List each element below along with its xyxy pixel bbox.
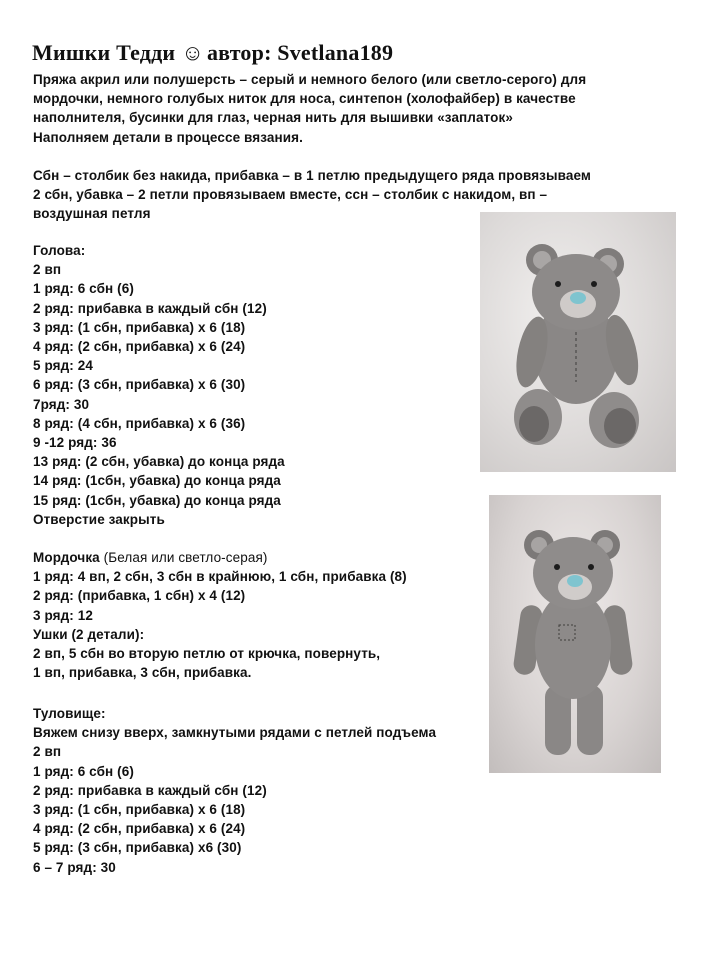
head-row: 13 ряд: (2 сбн, убавка) до конца ряда [33, 454, 285, 470]
standing-bear-photo [489, 495, 661, 773]
head-row: 6 ряд: (3 сбн, прибавка) х 6 (30) [33, 377, 246, 393]
head-row: 15 ряд: (1сбн, убавка) до конца ряда [33, 492, 281, 508]
muzzle-heading-line [33, 548, 407, 567]
smiley-icon: ☺ [181, 40, 204, 65]
head-row: Отверстие закрыть [33, 511, 165, 527]
body-row: 4 ряд: (2 сбн, прибавка) х 6 (24) [33, 821, 246, 837]
materials-paragraph [33, 70, 586, 147]
head-row: 2 ряд: прибавка в каждый сбн (12) [33, 300, 267, 316]
head-row: 8 ряд: (4 сбн, прибавка) х 6 (36) [33, 415, 246, 431]
standing-bear-illustration [489, 495, 661, 773]
ears-heading: Ушки (2 детали): [33, 626, 145, 642]
abbreviations-line: воздушная петля [33, 206, 151, 222]
muzzle-section [33, 548, 407, 682]
body-row: 6 – 7 ряд: 30 [33, 859, 116, 875]
head-row: 9 -12 ряд: 36 [33, 435, 117, 451]
abbreviations-line: Сбн – столбик без накида, прибавка – в 1 петлю предыдущего ряда провязываем [33, 168, 591, 183]
body-heading: Туловище: [33, 706, 106, 721]
body-row: 5 ряд: (3 сбн, прибавка) х6 (30) [33, 840, 242, 856]
head-row: 5 ряд: 24 [33, 358, 93, 374]
ears-row: 2 вп, 5 сбн во вторую петлю от крючка, повернуть, [33, 646, 381, 662]
ears-row: 1 вп, прибавка, 3 сбн, прибавка. [33, 665, 252, 681]
abbreviations-line: 2 сбн, убавка – 2 петли провязываем вместе, ссн – столбик с накидом, вп – [33, 187, 548, 203]
body-row: 2 вп [33, 744, 62, 760]
head-row: 14 ряд: (1сбн, убавка) до конца ряда [33, 473, 281, 489]
muzzle-row: 1 ряд: 4 вп, 2 сбн, 3 сбн в крайнюю, 1 сбн, прибавка (8) [33, 569, 407, 585]
materials-line: Пряжа акрил или полушерсть – серый и немного белого (или светло-серого) для [33, 72, 587, 87]
muzzle-row: 2 ряд: (прибавка, 1 сбн) х 4 (12) [33, 588, 246, 604]
page-title [32, 40, 393, 66]
head-section [33, 241, 285, 529]
materials-line: наполнителя, бусинки для глаз, черная нить для вышивки «заплаток» [33, 110, 513, 126]
head-row: 4 ряд: (2 сбн, прибавка) х 6 (24) [33, 339, 246, 355]
body-section [33, 704, 436, 877]
sitting-bear-photo [480, 212, 676, 472]
sitting-bear-illustration [480, 212, 676, 472]
head-heading: Голова: [33, 243, 86, 258]
body-row: 1 ряд: 6 сбн (6) [33, 763, 134, 779]
head-row: 3 ряд: (1 сбн, прибавка) х 6 (18) [33, 319, 246, 335]
materials-line: Наполняем детали в процессе вязания. [33, 129, 303, 145]
head-row: 2 вп [33, 262, 62, 278]
title-author: автор: Svetlana189 [206, 40, 394, 65]
head-row: 1 ряд: 6 сбн (6) [33, 281, 134, 297]
head-row: 7ряд: 30 [33, 396, 90, 412]
materials-line: мордочки, немного голубых ниток для носа, синтепон (холофайбер) в качестве [33, 91, 576, 107]
body-row: 2 ряд: прибавка в каждый сбн (12) [33, 782, 267, 798]
muzzle-row: 3 ряд: 12 [33, 607, 93, 623]
body-row: 3 ряд: (1 сбн, прибавка) х 6 (18) [33, 802, 246, 818]
muzzle-heading: Мордочка [33, 550, 100, 565]
title-text: Мишки Тедди [32, 40, 176, 65]
body-row: Вяжем снизу вверх, замкнутыми рядами с петлей подъема [33, 725, 437, 741]
muzzle-heading-note: (Белая или светло-серая) [99, 550, 268, 565]
